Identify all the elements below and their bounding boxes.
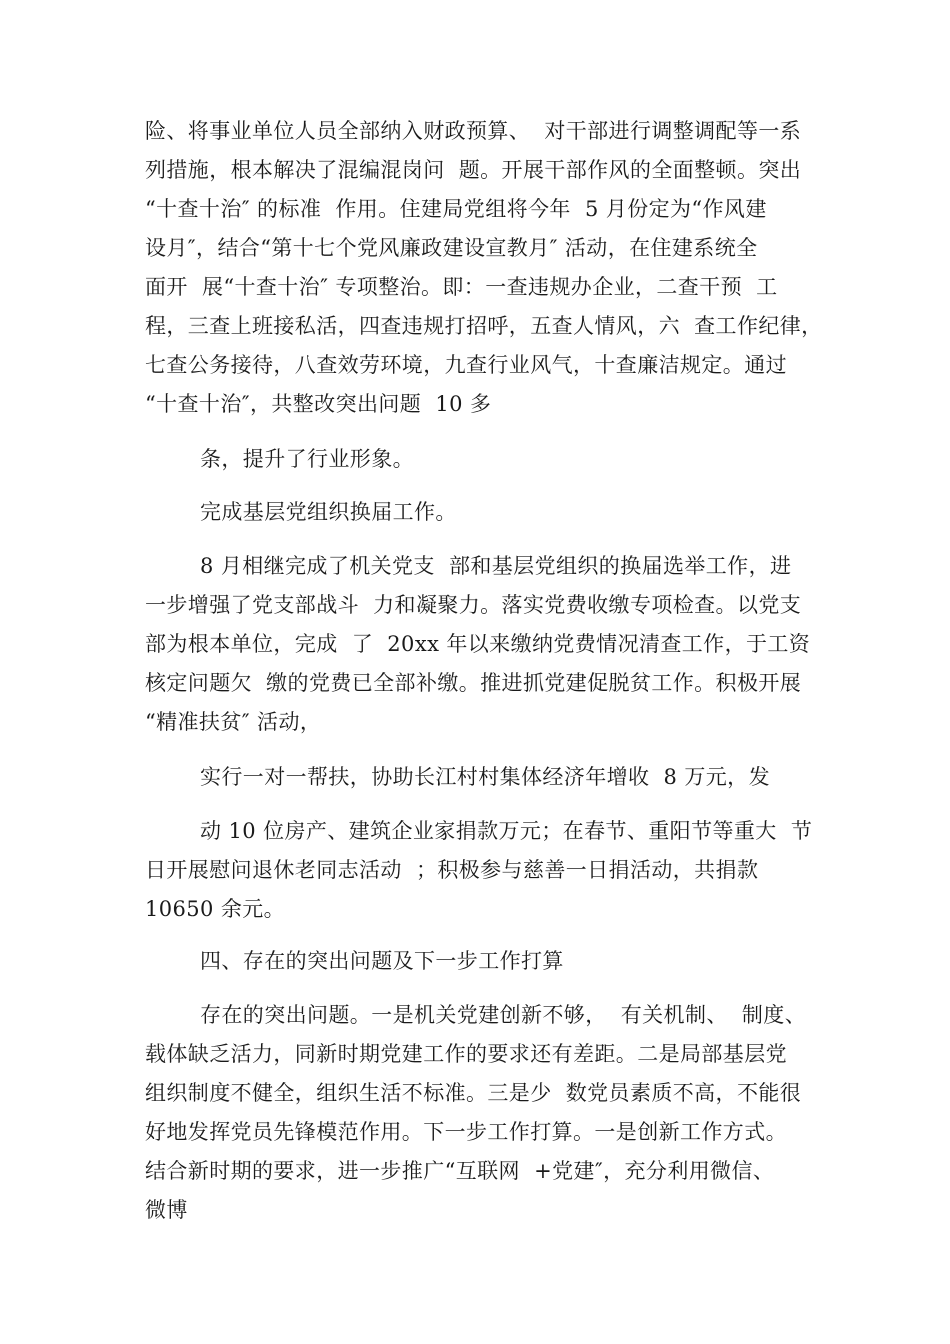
- text-line: 组织制度不健全，组织生活不标准。三是少 数党员素质不高，不能很: [145, 1081, 802, 1105]
- text-line: 面开 展“十查十治″ 专项整治。即：一查违规办企业，二查干预 工: [145, 275, 778, 299]
- text-line: 微博: [145, 1198, 188, 1222]
- text-line: 实行一对一帮扶，协助长江村村集体经济年增收 8 万元，发: [200, 765, 770, 789]
- text-line: 七查公务接待，八查效劳环境，九查行业风气，十查廉洁规定。通过: [145, 353, 787, 377]
- text-line: 8 月相继完成了机关党支 部和基层党组织的换届选举工作，进: [200, 554, 792, 578]
- text-line: 列措施，根本解决了混编混岗问 题。开展干部作风的全面整顿。突出: [145, 158, 802, 182]
- text-line: “十查十治″，共整改突出问题 10 多: [145, 392, 492, 416]
- text-line: “精准扶贫″ 活动，: [145, 710, 322, 734]
- text-line: 存在的突出问题。一是机关党建创新不够， 有关机制、 制度、: [200, 1003, 807, 1027]
- text-line: “十查十治″ 的标准 作用。住建局党组将今年 5 月份定为“作风建: [145, 197, 767, 221]
- text-line: 10650 余元。: [145, 897, 286, 921]
- text-line: 好地发挥党员先锋模范作用。下一步工作打算。一是创新工作方式。: [145, 1120, 787, 1144]
- text-line: 动 10 位房产、建筑企业家捐款万元；在春节、重阳节等重大 节: [200, 819, 813, 843]
- text-line: 结合新时期的要求，进一步推广“互联网 +党建″，充分利用微信、: [145, 1159, 775, 1183]
- text-line: 核定问题欠 缴的党费已全部补缴。推进抓党建促脱贫工作。积极开展: [145, 671, 802, 695]
- text-line: 部为根本单位，完成 了 20xx 年以来缴纳党费情况清查工作，于工资: [145, 632, 811, 656]
- section-heading: 完成基层党组织换届工作。: [200, 500, 457, 524]
- section-heading: 四、存在的突出问题及下一步工作打算: [200, 949, 564, 973]
- text-line: 载体缺乏活力，同新时期党建工作的要求还有差距。二是局部基层党: [145, 1042, 787, 1066]
- text-line: 条，提升了行业形象。: [200, 447, 414, 471]
- text-line: 设月″，结合“第十七个党风廉政建设宣教月″ 活动，在住建系统全: [145, 236, 758, 260]
- text-line: 险、将事业单位人员全部纳入财政预算、 对干部进行调整调配等一系: [145, 119, 802, 143]
- text-line: 日开展慰问退休老同志活动 ；积极参与慈善一日捐活动，共捐款: [145, 858, 759, 882]
- text-line: 一步增强了党支部战斗 力和凝聚力。落实党费收缴专项检查。以党支: [145, 593, 802, 617]
- text-line: 程，三查上班接私活，四查违规打招呼，五查人情风，六 查工作纪律，: [145, 314, 823, 338]
